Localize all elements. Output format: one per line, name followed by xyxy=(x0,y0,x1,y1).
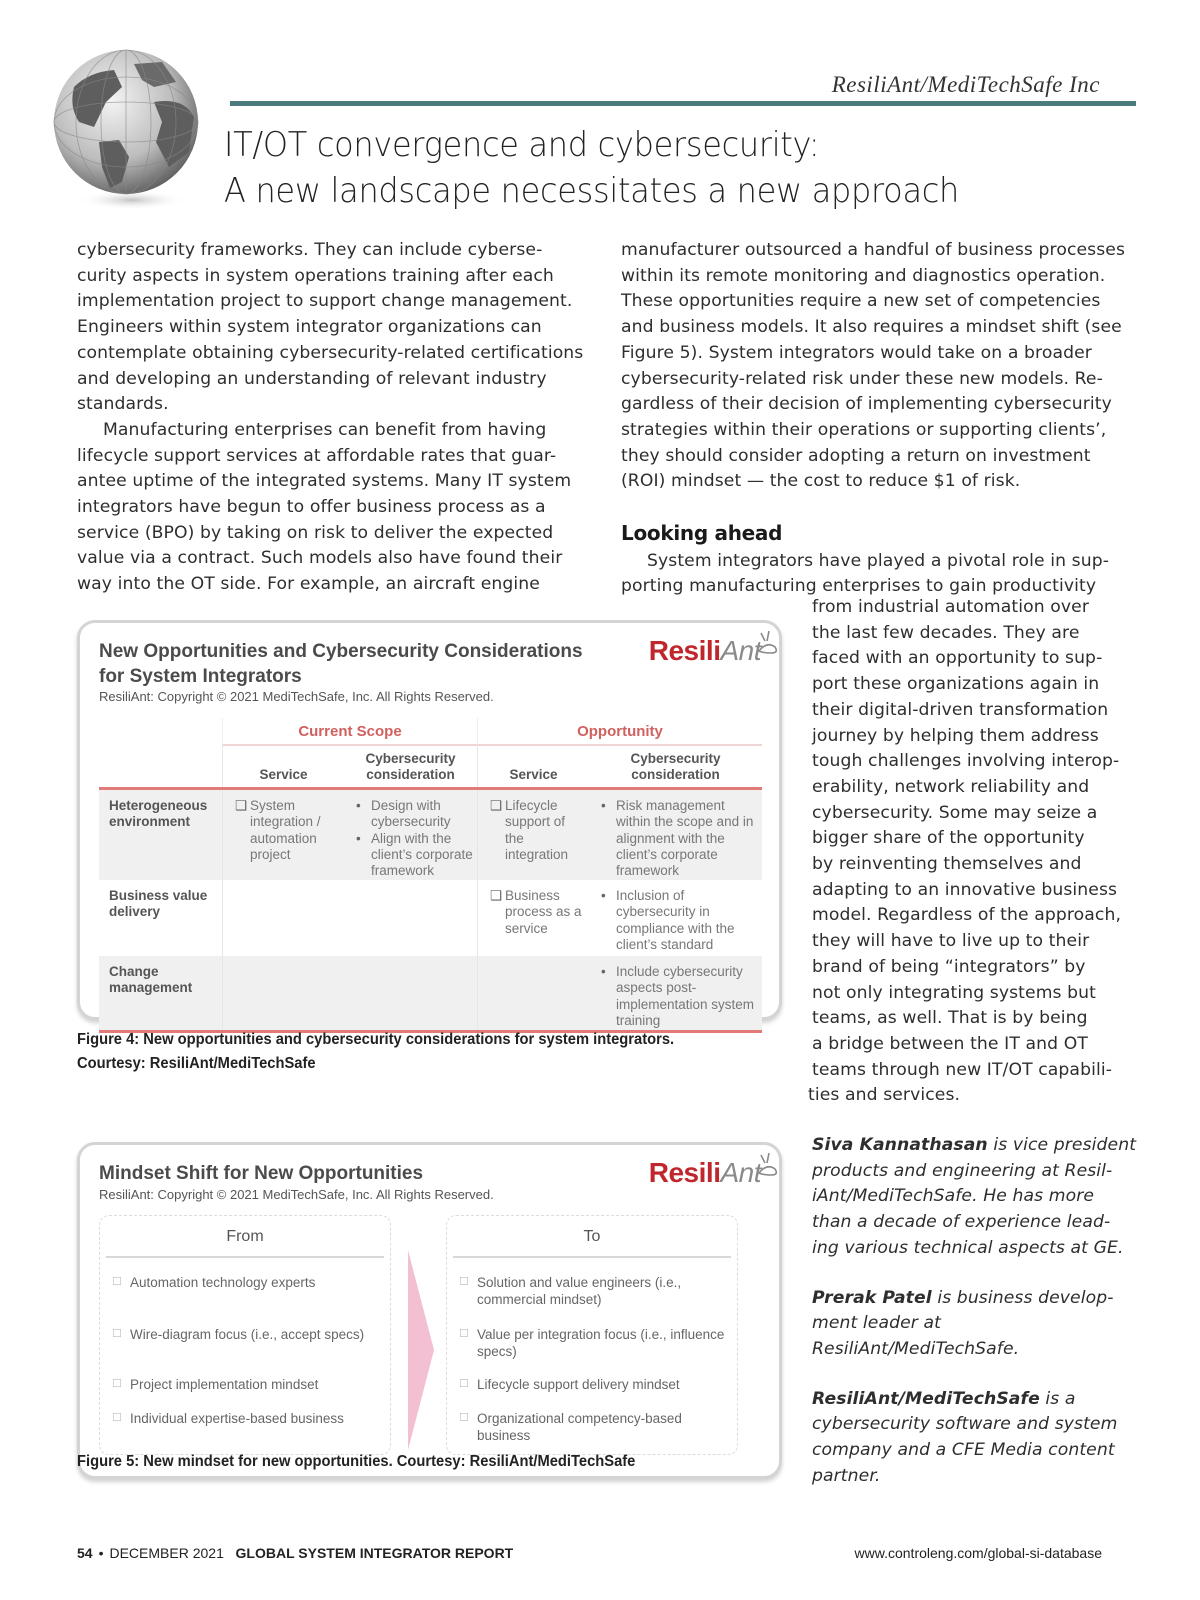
footer-left xyxy=(77,1545,513,1561)
text-line: standards. xyxy=(77,394,169,415)
caption-line: Figure 4: New opportunities and cybersecurity considerations for system integrators. xyxy=(77,1031,675,1048)
column-1 xyxy=(77,238,607,598)
bullet-icon: • xyxy=(356,830,361,846)
bio-text: partner. xyxy=(812,1465,881,1486)
to-header: To xyxy=(453,1216,731,1258)
bio-text: is vice president xyxy=(987,1135,1137,1156)
cell-current-service xyxy=(222,956,344,1030)
cell-opportunity-consideration: • Include cybersecurity aspects post-implementation system training xyxy=(601,964,755,1028)
text-line: porting manufacturing enterprises to gain productivity xyxy=(621,576,1097,597)
text-line: cybersecurity frameworks. They can include cyberse- xyxy=(77,240,543,260)
figure-5 xyxy=(77,1142,782,1479)
square-bullet-icon: ☐ xyxy=(112,1276,122,1288)
ant-icon xyxy=(755,629,781,659)
square-bullet-icon: ☐ xyxy=(112,1328,122,1340)
text-line: service (BPO) by taking on risk to deliver the expected xyxy=(77,522,554,543)
bio-text: iAnt/MediTechSafe. He has more xyxy=(812,1186,1095,1207)
text-line: cybersecurity-related risk under these new models. Re- xyxy=(621,368,1103,389)
opportunities-table xyxy=(99,718,762,1033)
caption-line: Courtesy: ResiliAnt/MediTechSafe xyxy=(77,1055,316,1072)
from-panel xyxy=(99,1215,391,1455)
text-line: System integrators have played a pivotal role in sup- xyxy=(647,550,1110,571)
from-header: From xyxy=(106,1216,384,1258)
text-line: tough challenges involving interop- xyxy=(812,751,1120,772)
list-item: ☐ Organizational competency-based business xyxy=(459,1411,682,1443)
checkbox-icon: ❑ xyxy=(235,798,248,813)
author-name: Prerak Patel xyxy=(812,1287,932,1308)
cell-current-service xyxy=(222,880,344,956)
text-line: a bridge between the IT and OT xyxy=(812,1033,1088,1054)
cell-current-consideration: • Design with cybersecurity • Align with the client’s corporate framework xyxy=(356,798,473,879)
logo-text-red: Resili xyxy=(648,635,721,666)
text-line: journey by helping them address xyxy=(812,725,1099,746)
to-panel xyxy=(446,1215,738,1455)
table-row xyxy=(99,790,762,880)
logo-text-red: Resili xyxy=(648,1157,721,1188)
row-label: Heterogeneous environment xyxy=(109,798,208,829)
text-line: (ROI) mindset — the cost to reduce $1 of risk. xyxy=(621,471,1021,492)
square-bullet-icon: ☐ xyxy=(459,1276,469,1288)
text-line: contemplate obtaining cybersecurity-related certifications xyxy=(77,342,584,363)
bullet-icon: • xyxy=(601,964,606,979)
logo-text-gray: Ant xyxy=(720,1157,761,1188)
section-heading: Looking ahead xyxy=(621,521,783,546)
text-line: manufacturer outsourced a handful of business processes xyxy=(621,240,1126,260)
to-list xyxy=(447,1258,737,1444)
cell-opportunity-service: ❑ Business process as a service xyxy=(477,880,589,956)
column-2 xyxy=(621,238,1141,600)
text-line: value via a contract. Such models also have found their xyxy=(77,548,563,569)
issue-date: DECEMBER 2021 xyxy=(109,1545,224,1561)
bio-text: ResiliAnt/MediTechSafe. xyxy=(812,1338,1020,1359)
table-group-header-row xyxy=(99,718,762,746)
text-line: These opportunities require a new set of competencies xyxy=(621,291,1101,312)
column-header: Service xyxy=(477,746,589,787)
figure-title-line: for System Integrators xyxy=(99,666,302,687)
cell-opportunity-consideration: • Inclusion of cybersecurity in compliance with the client’s standard xyxy=(601,888,735,952)
bullet-icon: • xyxy=(601,888,606,903)
bio-text: is a xyxy=(1039,1388,1076,1409)
bullet-icon: • xyxy=(601,798,606,813)
text-line: not only integrating systems but xyxy=(812,982,1096,1003)
author-bio-2 xyxy=(812,1286,1142,1363)
footer-url[interactable]: www.controleng.com/global-si-database xyxy=(854,1545,1102,1561)
title-line-2: A new landscape necessitates a new approach xyxy=(224,171,960,211)
table-row xyxy=(99,956,762,1030)
text-line: within its remote monitoring and diagnostics operation. xyxy=(621,265,1106,286)
list-item: ☐ Wire-diagram focus (i.e., accept specs) xyxy=(112,1326,380,1376)
table-row xyxy=(99,880,762,956)
text-line: bigger share of the opportunity xyxy=(812,828,1085,849)
text-line: ties and services. xyxy=(808,1085,961,1106)
cell-current-consideration xyxy=(344,956,477,1030)
list-item: ☐ Project implementation mindset xyxy=(112,1376,380,1410)
list-item: ☐ Lifecycle support delivery mindset xyxy=(459,1376,727,1410)
resiliant-logo xyxy=(649,1157,761,1189)
ant-icon xyxy=(755,1151,781,1181)
text-line: faced with an opportunity to sup- xyxy=(812,648,1103,669)
text-line: strategies within their operations or supporting clients’, xyxy=(621,419,1107,440)
publication-name: GLOBAL SYSTEM INTEGRATOR REPORT xyxy=(235,1545,514,1561)
column-header: Cybersecurity consideration xyxy=(365,751,456,782)
text-line: way into the OT side. For example, an aircraft engine xyxy=(77,574,540,595)
column-header: Service xyxy=(222,746,344,787)
text-line: erability, network reliability and xyxy=(812,776,1090,797)
bio-text: products and engineering at Resil- xyxy=(812,1160,1113,1181)
column-3 xyxy=(808,595,1142,1490)
checkbox-icon: ❑ xyxy=(490,888,503,903)
bio-text: ing various technical aspects at GE. xyxy=(812,1237,1124,1258)
bio-text: than a decade of experience lead- xyxy=(812,1212,1111,1233)
logo-text-gray: Ant xyxy=(720,635,761,666)
text-line: cybersecurity. Some may seize a xyxy=(812,802,1098,823)
title-line-1: IT/OT convergence and cybersecurity: xyxy=(224,125,820,165)
cell-current-service: ❑ System integration / automation project xyxy=(222,790,344,880)
figure-title-line: New Opportunities and Cybersecurity Considerations xyxy=(99,641,583,662)
list-item: ☐ Value per integration focus (i.e., influence specs) xyxy=(459,1326,727,1376)
text-line: Manufacturing enterprises can benefit from having xyxy=(103,419,547,440)
company-tag: ResiliAnt/MediTechSafe Inc xyxy=(831,72,1100,97)
footer-separator: • xyxy=(98,1545,104,1561)
square-bullet-icon: ☐ xyxy=(112,1412,122,1424)
bio-text: company and a CFE Media content xyxy=(812,1440,1115,1461)
col2-paragraph-2 xyxy=(621,549,1141,600)
text-line: and developing an understanding of relevant industry xyxy=(77,368,547,389)
column-header: Cybersecurity consideration xyxy=(630,751,721,782)
globe-icon xyxy=(44,42,214,212)
col2-paragraph-1 xyxy=(621,238,1141,495)
article-title xyxy=(224,122,959,214)
row-label: Change management xyxy=(109,964,193,995)
company-bio xyxy=(812,1387,1142,1490)
list-item: ☐ Solution and value engineers (i.e., commercial mindset) xyxy=(459,1274,727,1326)
bio-text: is business develop- xyxy=(931,1287,1114,1308)
list-item: ☐ Individual expertise-based business xyxy=(112,1411,344,1426)
checkbox-icon: ❑ xyxy=(490,798,503,813)
author-bio-1 xyxy=(812,1133,1142,1262)
figure-5-title: Mindset Shift for New Opportunities xyxy=(99,1163,424,1184)
row-label: Business value delivery xyxy=(109,888,208,919)
cell-current-consideration xyxy=(344,880,477,956)
text-line: port these organizations again in xyxy=(812,674,1100,695)
col1-paragraph-1 xyxy=(77,238,607,418)
text-line: adapting to an innovative business xyxy=(812,879,1118,900)
text-line: Figure 5). System integrators would take on a broader xyxy=(621,342,1092,363)
figure-5-caption: Figure 5: New mindset for new opportunities. Courtesy: ResiliAnt/MediTechSafe xyxy=(77,1453,636,1470)
figure-4-copyright: ResiliAnt: Copyright © 2021 MediTechSafe, Inc. All Rights Reserved. xyxy=(99,689,494,704)
square-bullet-icon: ☐ xyxy=(459,1412,469,1424)
text-line: they should consider adopting a return on investment xyxy=(621,445,1091,466)
cell-opportunity-service xyxy=(477,956,589,1030)
table-header-row xyxy=(99,746,762,790)
col1-paragraph-2 xyxy=(77,418,607,598)
group-header-current-scope: Current Scope xyxy=(222,718,477,746)
text-line: model. Regardless of the approach, xyxy=(812,905,1122,926)
text-line: by reinventing themselves and xyxy=(812,854,1082,875)
text-line: brand of being “integrators” by xyxy=(812,956,1086,977)
resiliant-logo xyxy=(649,635,761,667)
text-line: the last few decades. They are xyxy=(812,622,1080,643)
bullet-icon: • xyxy=(356,798,361,813)
bio-text: cybersecurity software and system xyxy=(812,1414,1118,1435)
cell-opportunity-service: ❑ Lifecycle support of the integration xyxy=(477,790,589,880)
list-item: ☐ Automation technology experts xyxy=(112,1274,380,1326)
figure-4-caption xyxy=(77,1028,795,1076)
text-line: gardless of their decision of implementing cybersecurity xyxy=(621,394,1112,415)
company-name: ResiliAnt/MediTechSafe xyxy=(812,1388,1040,1409)
group-header-opportunity: Opportunity xyxy=(477,718,762,746)
text-line: lifecycle support services at affordable rates that guar- xyxy=(77,445,557,466)
square-bullet-icon: ☐ xyxy=(459,1378,469,1390)
bio-text: ment leader at xyxy=(812,1313,941,1334)
text-line: they will have to live up to their xyxy=(812,931,1090,952)
from-list xyxy=(100,1258,390,1427)
text-line: from industrial automation over xyxy=(812,597,1090,617)
text-line: their digital-driven transformation xyxy=(812,699,1109,720)
text-line: integrators have begun to offer business process as a xyxy=(77,497,546,518)
text-line: and business models. It also requires a mindset shift (see xyxy=(621,317,1122,338)
arrow-right-icon xyxy=(406,1250,436,1450)
text-line: Engineers within system integrator organizations can xyxy=(77,317,542,338)
square-bullet-icon: ☐ xyxy=(112,1378,122,1390)
text-line: implementation project to support change management. xyxy=(77,291,573,312)
page-footer xyxy=(77,1545,1102,1561)
text-line: curity aspects in system operations training after each xyxy=(77,265,554,286)
text-line: teams, as well. That is by being xyxy=(812,1008,1088,1029)
col3-paragraph xyxy=(808,595,1142,1109)
text-line: antee uptime of the integrated systems. Many IT system xyxy=(77,471,572,492)
figure-4 xyxy=(77,620,782,1028)
text-line: teams through new IT/OT capabili- xyxy=(812,1059,1113,1080)
page-number: 54 xyxy=(77,1545,93,1561)
author-name: Siva Kannathasan xyxy=(812,1135,988,1156)
square-bullet-icon: ☐ xyxy=(459,1328,469,1340)
figure-5-copyright: ResiliAnt: Copyright © 2021 MediTechSafe, Inc. All Rights Reserved. xyxy=(99,1187,494,1202)
figure-4-title xyxy=(99,639,583,689)
cell-opportunity-consideration: • Risk management within the scope and in alignment with the client’s corporate framework xyxy=(601,798,754,879)
header-rule xyxy=(230,101,1136,106)
